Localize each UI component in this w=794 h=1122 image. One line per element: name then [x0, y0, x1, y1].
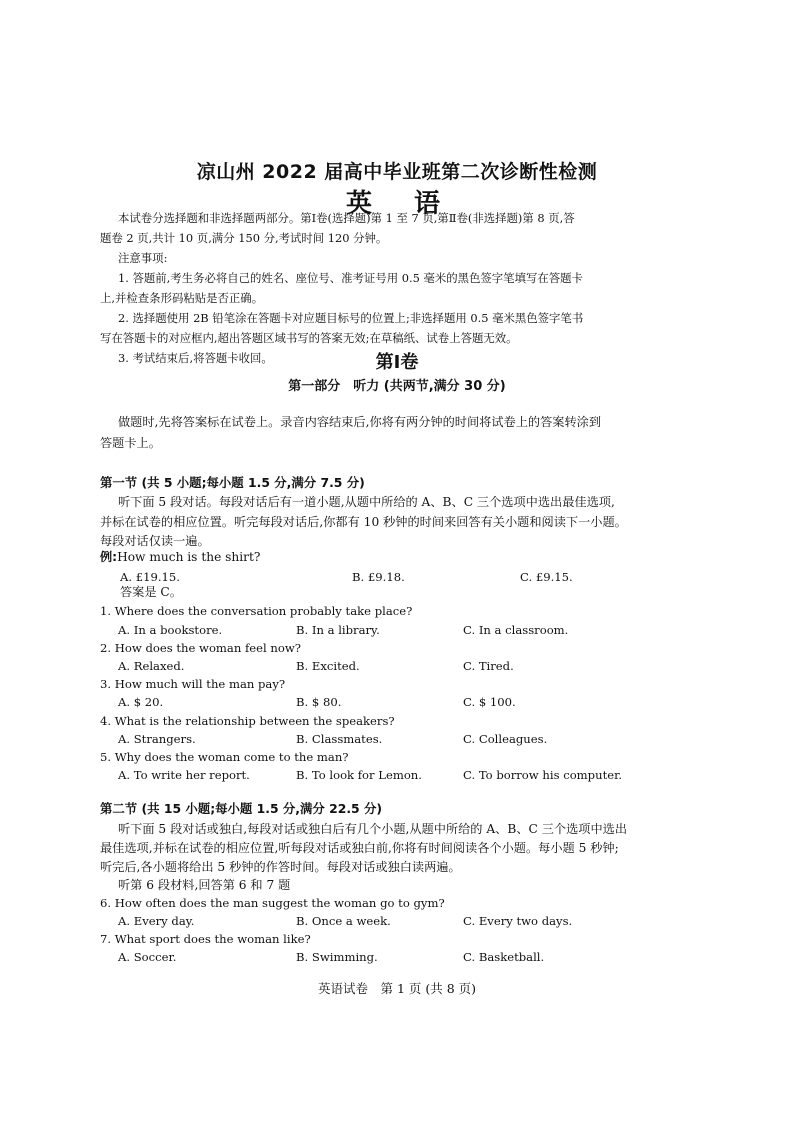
question-7-option-a: A. Soccer. — [118, 950, 177, 964]
question-2-option-a: A. Relaxed. — [118, 659, 185, 673]
question-5-option-a: A. To write her report. — [118, 768, 250, 782]
question-6: 6. How often does the man suggest the woman go to gym? — [100, 896, 445, 910]
notice-line: 1. 答题前,考生务必将自己的姓名、座位号、准考证号用 0.5 毫米的黑色签字笔填写在答题卡 — [118, 271, 583, 285]
notice-heading: 注意事项: — [118, 251, 168, 265]
question-4-option-a: A. Strangers. — [118, 732, 196, 746]
part-instruction: 答题卡上。 — [100, 436, 161, 450]
page-footer: 英语试卷 第 1 页 (共 8 页) — [317, 981, 477, 996]
question-4-option-b: B. Classmates. — [296, 732, 383, 746]
question-3-option-c: C. $ 100. — [463, 695, 516, 709]
example-question — [100, 547, 260, 568]
question-6-option-a: A. Every day. — [118, 914, 195, 928]
question-1: 1. Where does the conversation probably take place? — [100, 604, 413, 618]
example-answer: 答案是 C。 — [120, 585, 182, 599]
section2-instruction: 听完后,各小题将给出 5 秒钟的作答时间。每段对话或独白读两遍。 — [100, 860, 461, 874]
question-3: 3. How much will the man pay? — [100, 677, 286, 691]
question-3-option-a: A. $ 20. — [118, 695, 164, 709]
notice-line: 2. 选择题使用 2B 铅笔涂在答题卡对应题目标号的位置上;非选择题用 0.5 毫米黑色签字笔书 — [118, 311, 584, 325]
question-7: 7. What sport does the woman like? — [100, 932, 311, 946]
question-2: 2. How does the woman feel now? — [100, 641, 301, 655]
question-5: 5. Why does the woman come to the man? — [100, 750, 349, 764]
section2-instruction: 最佳选项,并标在试卷的相应位置,听每段对话或独白前,你将有时间阅读各个小题。每小题 5 秒钟; — [100, 841, 619, 855]
part-title: 第一部分 听力 (共两节,满分 30 分) — [288, 379, 506, 394]
question-7-option-c: C. Basketball. — [463, 950, 545, 964]
question-1-option-b: B. In a library. — [296, 623, 380, 637]
question-1-option-c: C. In a classroom. — [463, 623, 569, 637]
notice-line: 3. 考试结束后,将答题卡收回。 — [118, 351, 273, 365]
section2-material: 听第 6 段材料,回答第 6 和 7 题 — [118, 878, 291, 892]
section1-instruction: 听下面 5 段对话。每段对话后有一道小题,从题中所给的 A、B、C 三个选项中选出最佳选项, — [118, 495, 615, 509]
section2-heading: 第二节 (共 15 小题;每小题 1.5 分,满分 22.5 分) — [100, 801, 383, 816]
volume-title: 第Ⅰ卷 — [375, 352, 419, 373]
question-5-option-c: C. To borrow his computer. — [463, 768, 623, 782]
exam-subject: 英 语 — [345, 189, 448, 219]
example-label: 例: — [100, 550, 118, 564]
question-4: 4. What is the relationship between the speakers? — [100, 714, 395, 728]
question-3-option-b: B. $ 80. — [296, 695, 342, 709]
question-2-option-c: C. Tired. — [463, 659, 514, 673]
section1-heading: 第一节 (共 5 小题;每小题 1.5 分,满分 7.5 分) — [100, 475, 365, 490]
section1-instruction: 每段对话仅读一遍。 — [100, 534, 210, 548]
question-1-option-a: A. In a bookstore. — [118, 623, 223, 637]
example-option-b: B. £9.18. — [352, 570, 405, 584]
intro-line: 题卷 2 页,共计 10 页,满分 150 分,考试时间 120 分钟。 — [100, 231, 388, 245]
example-question-text: How much is the shirt? — [117, 550, 261, 564]
section1-instruction: 并标在试卷的相应位置。听完每段对话后,你都有 10 秒钟的时间来回答有关小题和阅读下一小题。 — [100, 515, 627, 529]
section2-instruction: 听下面 5 段对话或独白,每段对话或独白后有几个小题,从题中所给的 A、B、C 三个选项中选出 — [118, 822, 628, 836]
notice-line: 上,并检查条形码粘贴是否正确。 — [100, 291, 264, 305]
notice-line: 写在答题卡的对应框内,超出答题区域书写的答案无效;在草稿纸、试卷上答题无效。 — [100, 331, 518, 345]
question-6-option-b: B. Once a week. — [296, 914, 391, 928]
exam-title: 凉山州 2022 届高中毕业班第二次诊断性检测 — [196, 161, 598, 183]
intro-line: 本试卷分选择题和非选择题两部分。第Ⅰ卷(选择题)第 1 至 7 页,第Ⅱ卷(非选择题)第 8 页,答 — [118, 211, 575, 225]
part-instruction: 做题时,先将答案标在试卷上。录音内容结束后,你将有两分钟的时间将试卷上的答案转涂到 — [118, 415, 602, 429]
question-4-option-c: C. Colleagues. — [463, 732, 548, 746]
question-5-option-b: B. To look for Lemon. — [296, 768, 422, 782]
example-option-a: A. £19.15. — [120, 570, 180, 584]
question-6-option-c: C. Every two days. — [463, 914, 573, 928]
question-2-option-b: B. Excited. — [296, 659, 360, 673]
example-option-c: C. £9.15. — [520, 570, 573, 584]
question-7-option-b: B. Swimming. — [296, 950, 378, 964]
